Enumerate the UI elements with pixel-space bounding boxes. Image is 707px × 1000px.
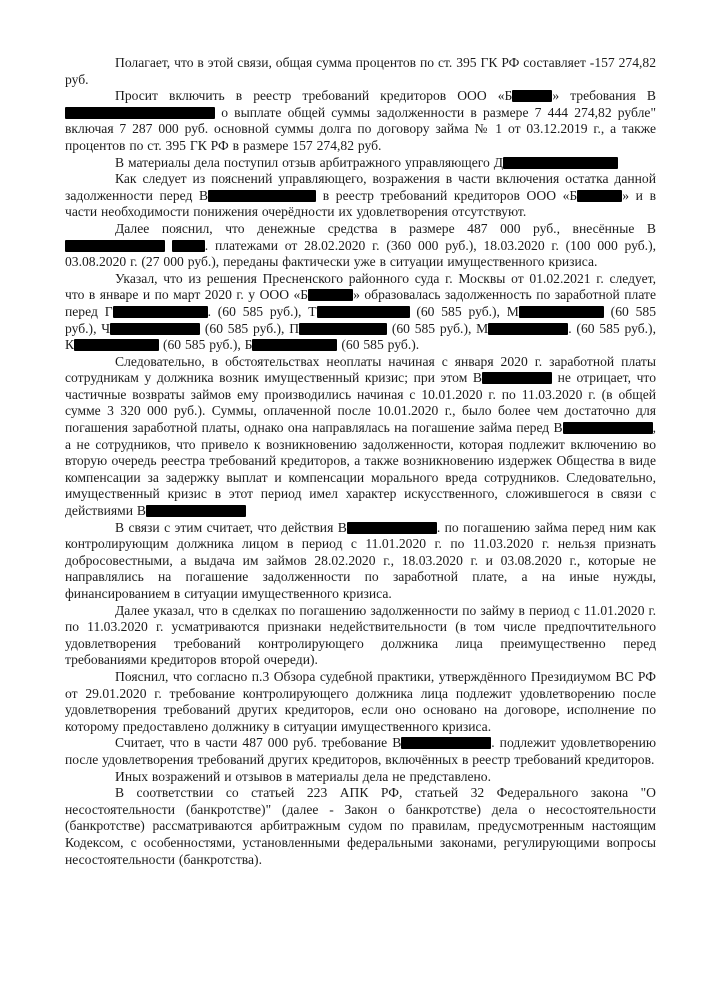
- redaction-bar: [252, 339, 337, 351]
- redaction-bar: [299, 323, 387, 335]
- paragraph-text: В соответствии со статьей 223 АПК РФ, статьей 32 Федерального закона "О несостоятельности (банкротстве)" (далее - Закон о банкротстве) дела о несостоятельности (банкротстве) рассматриваются арбитражным судом по правилам, предусмотренным настоящим Кодексом, с особенностями, установленными федеральными законами, регулирующими вопросы несостоятельности (банкротства).: [65, 785, 656, 867]
- paragraph: [65, 769, 656, 786]
- redaction-bar: [317, 306, 410, 318]
- paragraph-text: Далее пояснил, что денежные средства в размере 487 000 руб., внесённые В: [115, 220, 656, 236]
- redaction-bar: [74, 339, 159, 351]
- redaction-bar: [208, 190, 316, 202]
- paragraph-text: (60 585 руб.), П: [200, 320, 300, 336]
- redaction-bar: [308, 289, 353, 301]
- paragraph-text: . (60 585 руб.), Т: [207, 303, 317, 319]
- paragraph-text: Следовательно, в обстоятельствах неоплаты начиная с января 2020 г. заработной платы сотрудникам у должника возник имущественный кризис; при этом В: [65, 353, 656, 386]
- paragraph-text: (60 585 руб.), М: [409, 303, 519, 319]
- redaction-bar: [512, 90, 552, 102]
- paragraph-text: , а не сотрудников, что привело к возникновению задолженности, которая подлежит включению во вторую очередь реестра требований кредиторов, а также возникновению издержек Общества в виде компенсации за задержку выплат и компенсации морального вреда сотрудников. Следовательно, имущественный кризис в этот период имел характер искусственного, сложившегося в связи с действиями В: [65, 420, 656, 519]
- redaction-bar: [172, 240, 205, 252]
- paragraph-text: . платежами от 28.02.2020 г. (360 000 руб.), 18.03.2020 г. (100 000 руб.), 03.08.2020 г. (27 000 руб.), переданы фактически уже в ситуации имущественного кризиса.: [65, 237, 657, 270]
- paragraph-text: . (60 585 руб.), К: [65, 320, 656, 353]
- paragraph-text: В связи с этим считает, что действия В: [115, 519, 347, 535]
- paragraph: [65, 55, 656, 88]
- paragraph: [65, 171, 656, 221]
- paragraph: [65, 785, 656, 868]
- paragraph-text: Как следует из пояснений управляющего, возражения в части включения остатка данной задолженности перед В: [65, 171, 656, 203]
- redaction-bar: [519, 306, 604, 318]
- paragraph-text: » и в части необходимости понижения очерёдности их удовлетворения отсутствуют.: [65, 187, 656, 220]
- paragraph-text: В материалы дела поступил отзыв арбитражного управляющего Д: [115, 154, 504, 170]
- paragraph-text: (60 585 руб.).: [337, 337, 420, 353]
- redaction-bar: [110, 323, 200, 335]
- paragraph-text: Пояснил, что согласно п.3 Обзора судебной практики, утверждённого Президиумом ВС РФ от 29.01.2020 г. требование контролирующего должника лица подлежит удовлетворению после удовлетворения требований других кредиторов, если оно основано на договоре, исполнение по которому предоставлено должнику в ситуации имущественного кризиса.: [65, 668, 656, 734]
- paragraph: [65, 155, 656, 172]
- redaction-bar: [488, 323, 568, 335]
- redaction-bar: [146, 505, 246, 517]
- paragraph: [65, 221, 656, 271]
- paragraph-text: не отрицает, что частичные возвраты займов ему производились начиная с 10.01.2020 г. по 11.03.2020 г. (в общей сумме 3 320 000 руб.). Суммы, оплаченной после 10.01.2020 г., было более чем достаточно для погашения заработной платы, однако она направлялась на погашение займа перед В: [65, 370, 656, 436]
- paragraph-text: Просит включить в реестр требований кредиторов ООО «Б: [115, 88, 513, 104]
- paragraph-text: о выплате общей суммы задолженности в размере 7 444 274,82 рубле" включая 7 287 000 руб. основной суммы долга по договору займа № 1 от 03.12.2019 г., а также процентов по ст. 395 ГК РФ в размере 157 274,82 руб.: [65, 104, 656, 153]
- redaction-bar: [482, 372, 552, 384]
- redaction-bar: [401, 737, 491, 749]
- paragraph: [65, 520, 656, 603]
- paragraph-text: » требования В: [552, 88, 656, 104]
- paragraph-text: (60 585 руб.), М: [387, 320, 489, 336]
- redaction-bar: [347, 522, 437, 534]
- paragraph: [65, 88, 656, 154]
- paragraph-text: Далее указал, что в сделках по погашению задолженности по займу в период с 11.01.2020 г. по 11.03.2020 г. усматриваются признаки недействительности (в том числе предпочтительного удовлетворения требований контролирующего должника лица преимущественно перед требованиями кредиторов второй очереди).: [65, 602, 656, 668]
- paragraph: [65, 354, 656, 520]
- paragraph-text: [165, 238, 172, 253]
- paragraph: [65, 603, 656, 669]
- redaction-bar: [577, 190, 622, 202]
- redaction-bar: [65, 240, 165, 252]
- paragraph-text: (60 585 руб.), Ч: [65, 303, 656, 336]
- redaction-bar: [65, 107, 215, 119]
- redaction-bar: [563, 422, 653, 434]
- redaction-bar: [113, 306, 208, 318]
- redaction-bar: [503, 157, 618, 169]
- document-body: [65, 55, 656, 868]
- paragraph-text: » образовалась задолженность по заработной плате перед Г: [65, 287, 656, 319]
- paragraph-text: Иных возражений и отзывов в материалы дела не представлено.: [115, 768, 491, 784]
- paragraph-text: (60 585 руб.), Б: [159, 337, 253, 353]
- paragraph-text: . по погашению займа перед ним как контролирующим должника лицом в период с 11.01.2020 г. по 11.03.2020 г. нельзя признать добросовестными, а выдача им займов 28.02.2020 г., 18.03.2020 г. и 03.08.2020 г., которые не направлялись на погашение задолженности по заработной плате, а на иные нужды, финансированием в ситуации имущественного кризиса.: [65, 519, 656, 601]
- paragraph-text: Полагает, что в этой связи, общая сумма процентов по ст. 395 ГК РФ составляет -157 274,82 руб.: [65, 55, 656, 87]
- paragraph-text: . подлежит удовлетворению после удовлетворения требований других кредиторов, включённых в реестр требований кредиторов.: [65, 735, 656, 767]
- paragraph-text: Считает, что в части 487 000 руб. требование В: [115, 735, 402, 751]
- paragraph-text: Указал, что из решения Пресненского районного суда г. Москвы от 01.02.2021 г. следует, что в январе и по март 2020 г. у ООО «Б: [65, 270, 656, 303]
- paragraph: [65, 271, 656, 354]
- paragraph: [65, 669, 656, 735]
- paragraph: [65, 735, 656, 768]
- paragraph-text: в реестр требований кредиторов ООО «Б: [316, 187, 578, 203]
